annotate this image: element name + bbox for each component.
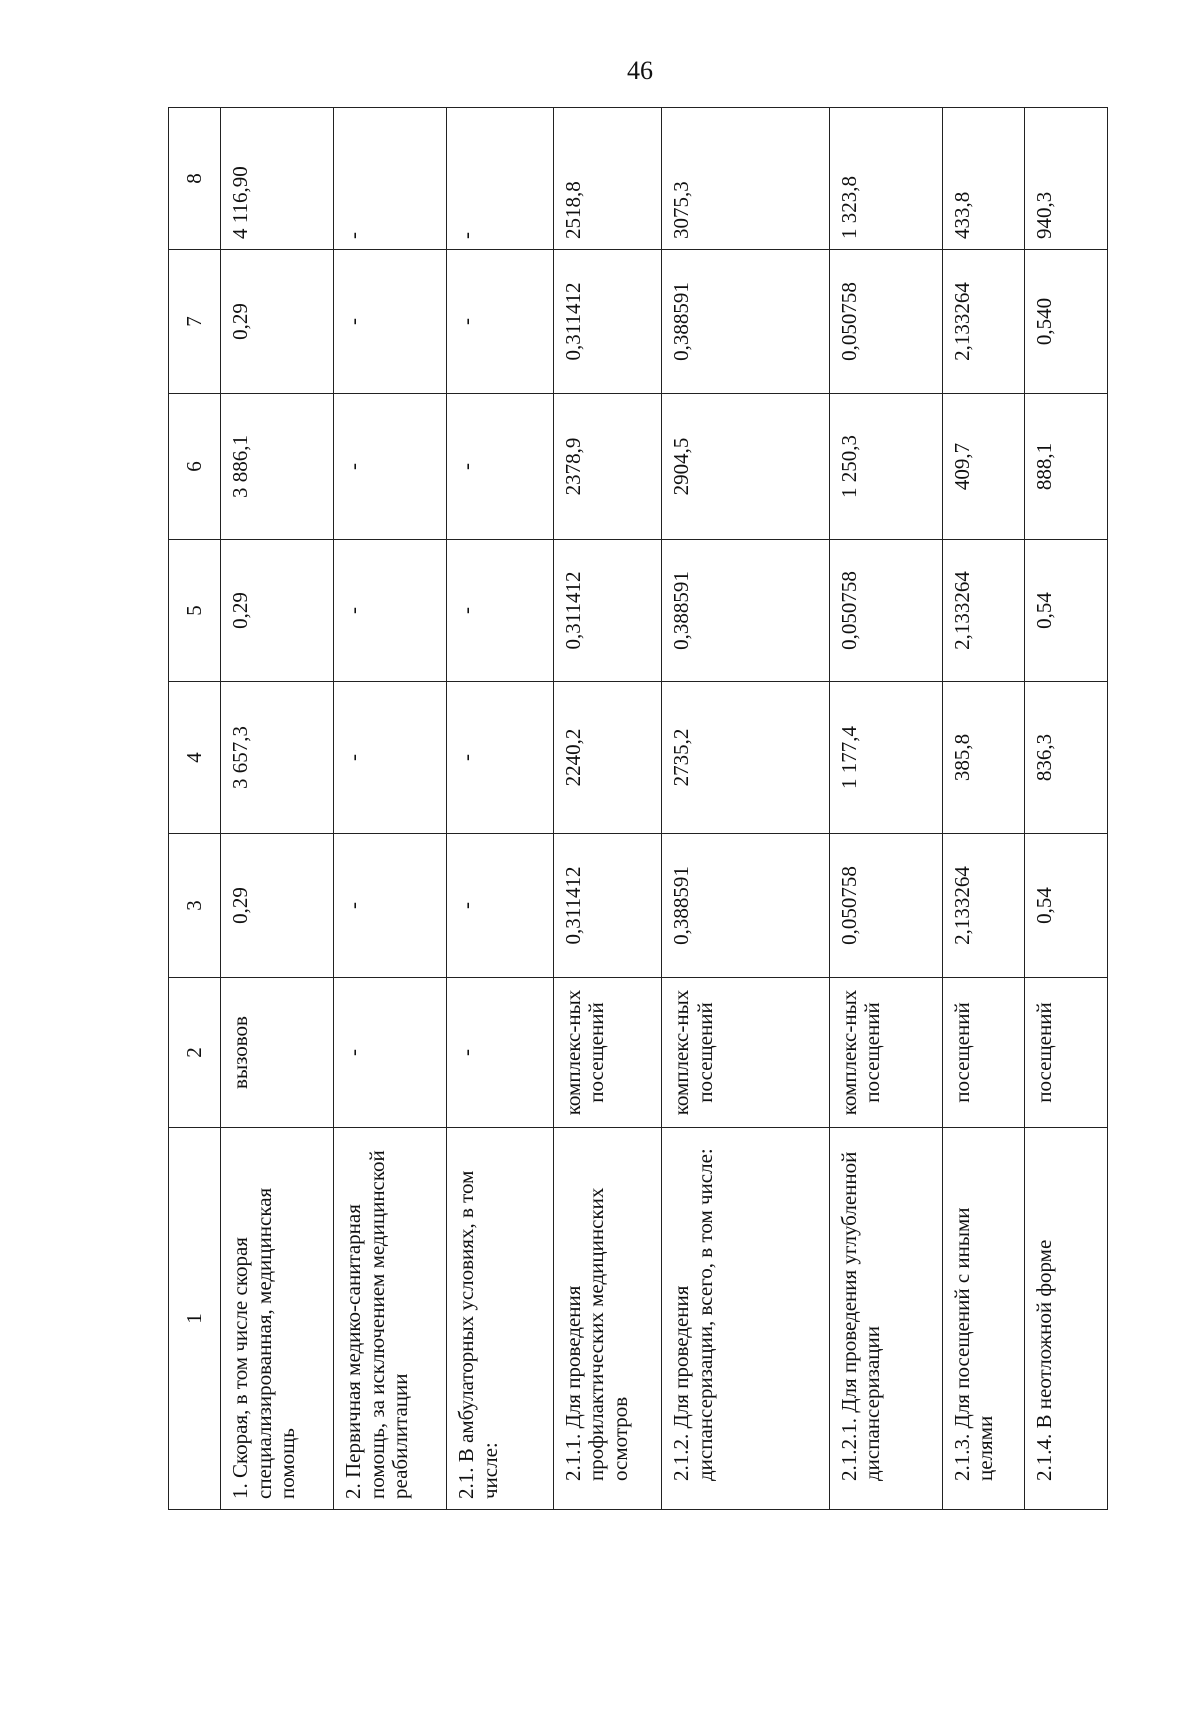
row-unit-cell: посещений bbox=[942, 978, 1025, 1128]
row-value-cell: 1 250,3 bbox=[829, 394, 942, 540]
row-value-cell: 888,1 bbox=[1025, 394, 1108, 540]
row-value-cell: - bbox=[334, 682, 447, 834]
row-value-cell: 0,311412 bbox=[553, 250, 662, 394]
row-unit-cell: посещений bbox=[1025, 978, 1108, 1128]
table-row bbox=[1025, 108, 1108, 1510]
row-value-cell: 836,3 bbox=[1025, 682, 1108, 834]
row-value-cell: - bbox=[334, 250, 447, 394]
row-value-cell: 0,29 bbox=[221, 540, 334, 682]
row-unit-cell: комплекс-ных посещений bbox=[829, 978, 942, 1128]
row-value-cell: 0,29 bbox=[221, 834, 334, 978]
row-value-cell: 0,388591 bbox=[662, 250, 829, 394]
row-value-cell: 0,050758 bbox=[829, 834, 942, 978]
table-header-row bbox=[169, 108, 221, 1510]
row-name-cell: 2.1.3. Для посещений с иными целями bbox=[942, 1128, 1025, 1510]
table-row bbox=[553, 108, 662, 1510]
row-value-cell: 0,54 bbox=[1025, 834, 1108, 978]
row-value-cell: - bbox=[447, 682, 554, 834]
data-table bbox=[168, 107, 1108, 1510]
row-value-cell: - bbox=[447, 108, 554, 250]
table-row bbox=[942, 108, 1025, 1510]
row-value-cell: 409,7 bbox=[942, 394, 1025, 540]
row-name-cell: 2.1.1. Для проведения профилактических медицинских осмотров bbox=[553, 1128, 662, 1510]
row-name-cell: 2.1.2.1. Для проведения углубленной диспансеризации bbox=[829, 1128, 942, 1510]
row-value-cell: - bbox=[334, 834, 447, 978]
table-row bbox=[447, 108, 554, 1510]
row-name-cell: 2.1. В амбулаторных условиях, в том числе: bbox=[447, 1128, 554, 1510]
row-value-cell: 0,050758 bbox=[829, 250, 942, 394]
header-cell: 2 bbox=[169, 978, 221, 1128]
row-unit-cell: - bbox=[334, 978, 447, 1128]
header-cell: 7 bbox=[169, 250, 221, 394]
row-value-cell: 0,311412 bbox=[553, 834, 662, 978]
row-value-cell: 0,311412 bbox=[553, 540, 662, 682]
row-name-cell: 2.1.2. Для проведения диспансеризации, всего, в том числе: bbox=[662, 1128, 829, 1510]
row-value-cell: 1 323,8 bbox=[829, 108, 942, 250]
row-value-cell: 3 886,1 bbox=[221, 394, 334, 540]
row-name-cell: 1. Скорая, в том числе скорая специализированная, медицинская помощь bbox=[221, 1128, 334, 1510]
row-name-cell: 2. Первичная медико-санитарная помощь, за исключением медицинской реабилитации bbox=[334, 1128, 447, 1510]
row-value-cell: 0,54 bbox=[1025, 540, 1108, 682]
table-row bbox=[221, 108, 334, 1510]
row-value-cell: 0,388591 bbox=[662, 834, 829, 978]
rotated-table-container bbox=[168, 108, 1108, 1510]
row-value-cell: 0,540 bbox=[1025, 250, 1108, 394]
row-value-cell: 2518,8 bbox=[553, 108, 662, 250]
row-value-cell: 4 116,90 bbox=[221, 108, 334, 250]
row-value-cell: 940,3 bbox=[1025, 108, 1108, 250]
row-value-cell: 2735,2 bbox=[662, 682, 829, 834]
row-unit-cell: - bbox=[447, 978, 554, 1128]
row-unit-cell: вызовов bbox=[221, 978, 334, 1128]
header-cell: 8 bbox=[169, 108, 221, 250]
table-row bbox=[662, 108, 829, 1510]
table-row bbox=[829, 108, 942, 1510]
row-value-cell: - bbox=[447, 834, 554, 978]
row-value-cell: - bbox=[447, 394, 554, 540]
row-value-cell: - bbox=[447, 540, 554, 682]
header-cell: 3 bbox=[169, 834, 221, 978]
row-name-cell: 2.1.4. В неотложной форме bbox=[1025, 1128, 1108, 1510]
row-value-cell: 433,8 bbox=[942, 108, 1025, 250]
row-value-cell: 0,29 bbox=[221, 250, 334, 394]
table-row bbox=[334, 108, 447, 1510]
header-cell: 1 bbox=[169, 1128, 221, 1510]
row-value-cell: 2378,9 bbox=[553, 394, 662, 540]
row-value-cell: - bbox=[334, 108, 447, 250]
row-value-cell: 0,388591 bbox=[662, 540, 829, 682]
header-cell: 6 bbox=[169, 394, 221, 540]
row-value-cell: 385,8 bbox=[942, 682, 1025, 834]
row-unit-cell: комплекс-ных посещений bbox=[553, 978, 662, 1128]
row-value-cell: 2,133264 bbox=[942, 834, 1025, 978]
row-unit-cell: комплекс-ных посещений bbox=[662, 978, 829, 1128]
row-value-cell: - bbox=[334, 394, 447, 540]
row-value-cell: - bbox=[334, 540, 447, 682]
row-value-cell: 3 657,3 bbox=[221, 682, 334, 834]
header-cell: 5 bbox=[169, 540, 221, 682]
row-value-cell: 1 177,4 bbox=[829, 682, 942, 834]
row-value-cell: 0,050758 bbox=[829, 540, 942, 682]
row-value-cell: 2,133264 bbox=[942, 250, 1025, 394]
row-value-cell: 3075,3 bbox=[662, 108, 829, 250]
page-number: 46 bbox=[627, 56, 653, 85]
row-value-cell: - bbox=[447, 250, 554, 394]
row-value-cell: 2904,5 bbox=[662, 394, 829, 540]
row-value-cell: 2240,2 bbox=[553, 682, 662, 834]
header-cell: 4 bbox=[169, 682, 221, 834]
row-value-cell: 2,133264 bbox=[942, 540, 1025, 682]
